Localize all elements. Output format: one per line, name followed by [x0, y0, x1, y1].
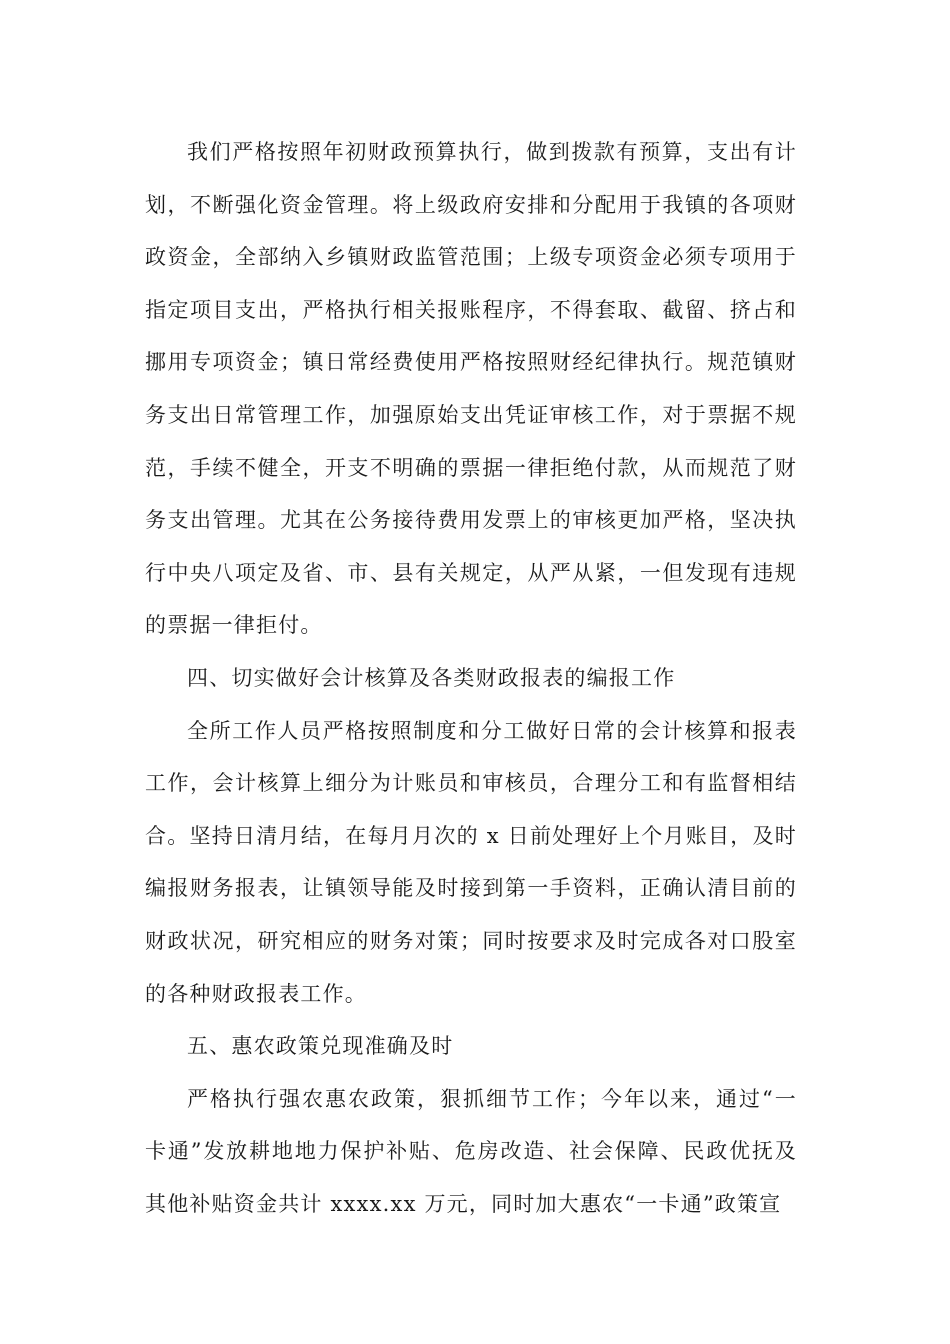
paragraph-subsidy-policy: 严格执行强农惠农政策，狠抓细节工作；今年以来，通过“一卡通”发放耕地地力保护补贴、危房改造、社会保障、民政优抚及其他补贴资金共计 xxxx.xx 万元，同时加大惠农“一卡通”政策宣	[145, 1086, 797, 1216]
section-heading-5: 五、惠农政策兑现准确及时	[187, 1034, 454, 1059]
section-heading-4: 四、切实做好会计核算及各类财政报表的编报工作	[187, 665, 676, 690]
paragraph-accounting: 全所工作人员严格按照制度和分工做好日常的会计核算和报表工作，会计核算上细分为计账员和审核员，合理分工和有监督相结合。坚持日清月结，在每月月次的 x 日前处理好上个月账目，及时编报财务报表，让镇领导能及时接到第一手资料，正确认清目前的财政状况，研究相应的财务对策；同时按要求及时完成各对口股室的各种财政报表工作。	[145, 718, 797, 1006]
document-body	[145, 126, 797, 1230]
paragraph-budget-execution: 我们严格按照年初财政预算执行，做到拨款有预算，支出有计划，不断强化资金管理。将上级政府安排和分配用于我镇的各项财政资金，全部纳入乡镇财政监管范围；上级专项资金必须专项用于指定项目支出，严格执行相关报账程序，不得套取、截留、挤占和挪用专项资金；镇日常经费使用严格按照财经纪律执行。规范镇财务支出日常管理工作，加强原始支出凭证审核工作，对于票据不规范，手续不健全，开支不明确的票据一律拒绝付款，从而规范了财务支出管理。尤其在公务接待费用发票上的审核更加严格，坚决执行中央八项定及省、市、县有关规定，从严从紧，一但发现有违规的票据一律拒付。	[145, 140, 797, 638]
